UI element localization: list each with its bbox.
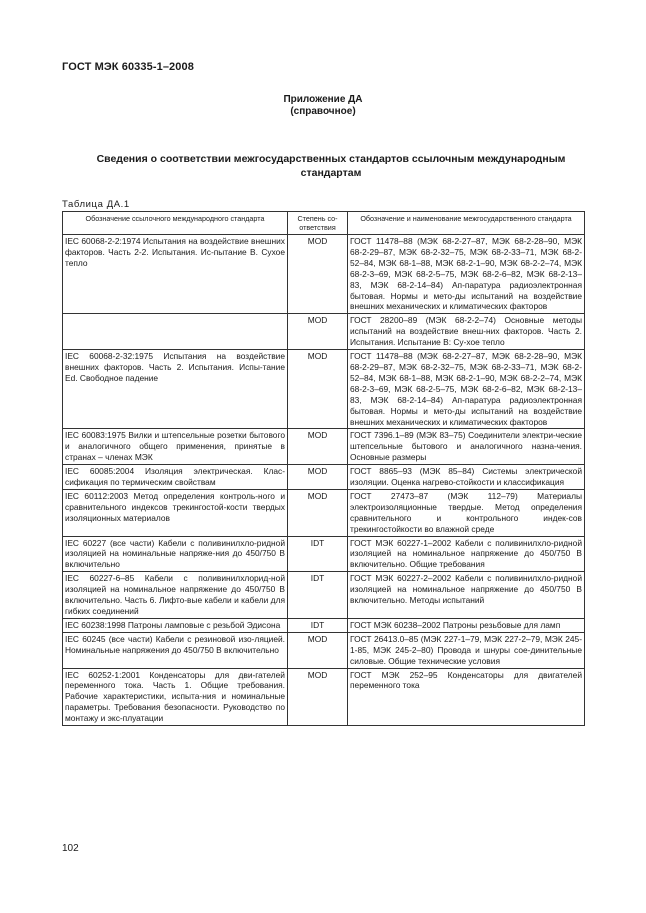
reference-cell: IEC 60083:1975 Вилки и штепсельные розетки бытового и аналогичного общего применения, принятые в странах – членах МЭК	[63, 429, 288, 465]
column-header-degree: Степень со-ответствия	[288, 212, 348, 235]
degree-cell: MOD	[288, 314, 348, 350]
reference-cell: IEC 60252-1:2001 Конденсаторы для дви-гателей переменного тока. Часть 1. Общие требования. Рабочие характеристики, испыта-ния и номинальные параметры. Требования безопасности. Руководство по монтажу и экс-плуатации	[63, 668, 288, 726]
reference-cell: IEC 60227-6–85 Кабели с поливинилхлорид-ной изоляцией на номинальное напряжение до 450/750 В включительно. Часть 6. Лифто-вые кабели и кабели для гибких соединений	[63, 572, 288, 619]
gost-cell: ГОСТ 28200–89 (МЭК 68-2-2–74) Основные методы испытаний на воздействие внеш-них факторов. Часть 2. Испытания. Испытание В: Су-хое тепло	[348, 314, 585, 350]
column-header-reference: Обозначение ссылочного международного стандарта	[63, 212, 288, 235]
appendix-title: Приложение ДА	[283, 94, 363, 105]
reference-cell: IEC 60068-2-32:1975 Испытания на воздействие внешних факторов. Часть 2. Испытания. Испы-тание Ed. Свободное падение	[63, 350, 288, 429]
page-number: 102	[62, 843, 79, 854]
table-caption: Таблица ДА.1	[62, 199, 130, 210]
table-row	[63, 350, 585, 429]
gost-cell: ГОСТ 8865–93 (МЭК 85–84) Системы электрической изоляции. Оценка нагрево-стойкости и классификация	[348, 465, 585, 490]
degree-cell: MOD	[288, 350, 348, 429]
gost-cell: ГОСТ 27473–87 (МЭК 112–79) Материалы электроизоляционные твердые. Метод определения сравнительного и контрольного индек-сов трекингостойкости во влажной среде	[348, 489, 585, 536]
degree-cell: IDT	[288, 572, 348, 619]
reference-cell: IEC 60068-2-2:1974 Испытания на воздействие внешних факторов. Часть 2-2. Испытания. Ис-пытание В. Сухое тепло	[63, 235, 288, 314]
table-row	[63, 618, 585, 632]
degree-cell: MOD	[288, 465, 348, 490]
table-header-row	[63, 212, 585, 235]
gost-cell: ГОСТ 11478–88 (МЭК 68-2-27–87, МЭК 68-2-28–90, МЭК 68-2-29–87, МЭК 68-2-32–75, МЭК 68-2-33–71, МЭК 68-2-52–84, МЭК 68-1–88, МЭК 68-2-1–90, МЭК 68-2-2–74, МЭК 68-2-3–69, МЭК 68-2-5–75, МЭК 68-2-6–82, МЭК 68-2-13–83, МЭК 68-2-14–84) Ап-паратура радиоэлектронная бытовая. Нормы и мето-ды испытаний на воздействие внешних механических и климатических факторов	[348, 235, 585, 314]
appendix-note: (справочное)	[290, 106, 356, 117]
table-row	[63, 314, 585, 350]
table-row	[63, 465, 585, 490]
reference-cell: IEC 60112:2003 Метод определения контроль-ного и сравнительного индексов трекингостой-кости твердых изоляционных материалов	[63, 489, 288, 536]
reference-cell	[63, 314, 288, 350]
table-row	[63, 668, 585, 726]
gost-cell: ГОСТ МЭК 60238–2002 Патроны резьбовые для ламп	[348, 618, 585, 632]
gost-cell: ГОСТ МЭК 60227-2–2002 Кабели с поливинилхло-ридной изоляцией на номинальное напряжение до 450/750 В включительно. Методы испытаний	[348, 572, 585, 619]
table-row	[63, 632, 585, 668]
gost-cell: ГОСТ МЭК 252–95 Конденсаторы для двигателей переменного тока	[348, 668, 585, 726]
degree-cell: MOD	[288, 489, 348, 536]
degree-cell: MOD	[288, 235, 348, 314]
correspondence-table	[62, 211, 585, 726]
reference-cell: IEC 60227 (все части) Кабели с поливинилхло-ридной изоляцией на номинальные напряже-ния до 450/750 В включительно	[63, 536, 288, 572]
degree-cell: MOD	[288, 668, 348, 726]
table-row	[63, 489, 585, 536]
reference-cell: IEC 60238:1998 Патроны ламповые с резьбой Эдисона	[63, 618, 288, 632]
degree-cell: MOD	[288, 632, 348, 668]
reference-cell: IEC 60245 (все части) Кабели с резиновой изо-ляцией. Номинальные напряжения до 450/750 В включительно	[63, 632, 288, 668]
gost-cell: ГОСТ 26413.0–85 (МЭК 227-1–79, МЭК 227-2–79, МЭК 245-1-85, МЭК 245-2–80) Провода и шнуры сое-динительные силовые. Общие технические условия	[348, 632, 585, 668]
degree-cell: IDT	[288, 536, 348, 572]
section-heading: Сведения о соответствии межгосударственных стандартов ссылочным международным стандартам	[96, 153, 566, 179]
reference-cell: IEC 60085:2004 Изоляция электрическая. Клас-сификация по термическим свойствам	[63, 465, 288, 490]
table-row	[63, 429, 585, 465]
table-row	[63, 536, 585, 572]
gost-cell: ГОСТ 7396.1–89 (МЭК 83–75) Соединители электри-ческие штепсельные бытового и аналогичного назна-чения. Основные размеры	[348, 429, 585, 465]
gost-cell: ГОСТ 11478–88 (МЭК 68-2-27–87, МЭК 68-2-28–90, МЭК 68-2-29–87, МЭК 68-2-32–75, МЭК 68-2-33–71, МЭК 68-2-52–84, МЭК 68-1–88, МЭК 68-2-1–90, МЭК 68-2-2–74, МЭК 68-2-3–69, МЭК 68-2-5–75, МЭК 68-2-6–82, МЭК 68-2-13–83, МЭК 68-2-14–84) Ап-паратура радиоэлектронная бытовая. Нормы и мето-ды испытаний на воздействие внешних механических и климатических факторов	[348, 350, 585, 429]
column-header-gost: Обозначение и наименование межгосударственного стандарта	[348, 212, 585, 235]
degree-cell: MOD	[288, 429, 348, 465]
degree-cell: IDT	[288, 618, 348, 632]
table-row	[63, 572, 585, 619]
table-row	[63, 235, 585, 314]
gost-cell: ГОСТ МЭК 60227-1–2002 Кабели с поливинилхло-ридной изоляцией на номинальное напряжение до 450/750 В включительно. Общие требования	[348, 536, 585, 572]
document-header: ГОСТ МЭК 60335-1–2008	[62, 61, 194, 73]
